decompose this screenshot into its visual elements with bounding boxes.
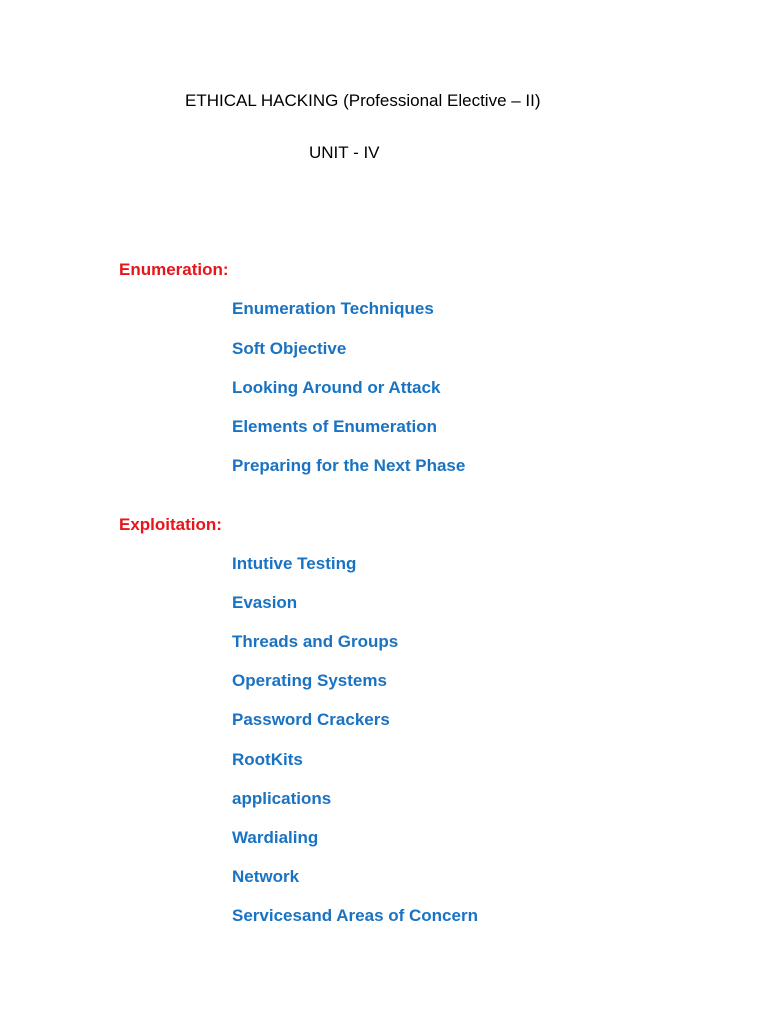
section-heading-exploitation: Exploitation:	[119, 515, 222, 534]
list-item: Preparing for the Next Phase	[232, 456, 466, 475]
list-item: Looking Around or Attack	[232, 378, 441, 397]
list-item: RootKits	[232, 750, 303, 769]
list-item: Password Crackers	[232, 710, 390, 729]
list-item: Evasion	[232, 593, 298, 612]
document-title: ETHICAL HACKING (Professional Elective – II)	[185, 91, 541, 110]
section-heading-enumeration: Enumeration:	[119, 260, 229, 279]
list-item: Wardialing	[232, 828, 319, 847]
list-item: Servicesand Areas of Concern	[232, 906, 478, 925]
list-item: Elements of Enumeration	[232, 417, 437, 436]
unit-label: UNIT - IV	[309, 143, 380, 162]
list-item: Operating Systems	[232, 671, 387, 690]
list-item: Threads and Groups	[232, 632, 399, 651]
list-item: Intutive Testing	[232, 554, 357, 573]
list-item: Network	[232, 867, 300, 886]
list-item: Soft Objective	[232, 339, 347, 358]
list-item: applications	[232, 789, 332, 808]
list-item: Enumeration Techniques	[232, 299, 434, 318]
